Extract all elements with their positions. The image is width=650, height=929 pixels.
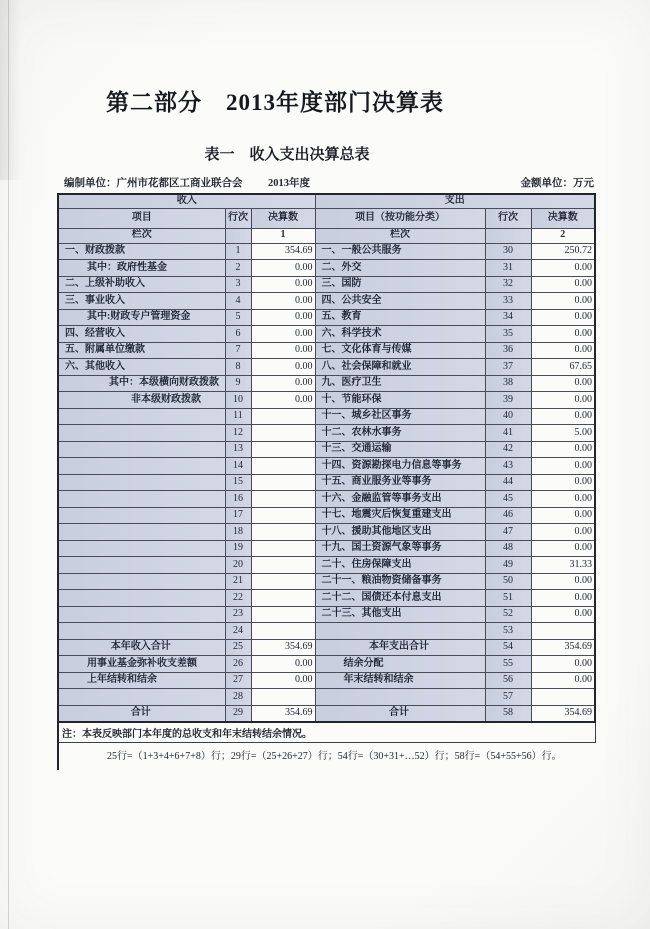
expense-line-no: 50 [485,573,531,590]
expense-line-no: 49 [485,557,531,574]
income-amount: 0.00 [251,656,315,673]
income-amount [251,606,315,623]
income-line-no: 29 [225,705,251,722]
income-item-label [58,606,225,623]
income-line-no: 3 [225,276,251,293]
table-row [58,441,595,458]
expense-line-no: 38 [485,375,531,392]
table-row [58,491,595,508]
expense-amount: 0.00 [531,590,595,607]
table-row [58,507,595,524]
meta-row [57,175,594,191]
income-line-no: 13 [225,441,251,458]
expense-index-spacer [485,228,531,243]
expense-item-label: 五、教育 [315,309,485,326]
table-row [58,656,595,673]
table-row [58,260,595,277]
income-line-no: 19 [225,540,251,557]
expense-amount: 0.00 [531,507,595,524]
table-row [58,639,595,656]
table-body [58,243,595,722]
income-column-index-label: 栏次 [58,228,225,243]
income-item-label: 五、附属单位缴款 [58,342,225,359]
expense-item-label: 十四、资源勘探电力信息等事务 [315,458,485,475]
expense-item-label [315,623,485,640]
expense-amount: 0.00 [531,276,595,293]
income-amount: 0.00 [251,342,315,359]
expense-amount: 67.65 [531,359,595,376]
table-row [58,524,595,541]
table-row [58,408,595,425]
expense-item-label: 二、外交 [315,260,485,277]
expense-line-no: 45 [485,491,531,508]
expense-amount: 0.00 [531,293,595,310]
expense-amount: 0.00 [531,606,595,623]
expense-line-no: 39 [485,392,531,409]
expense-line-no: 47 [485,524,531,541]
income-item-label [58,540,225,557]
income-item-label: 合计 [58,705,225,722]
expense-line-no: 57 [485,689,531,706]
income-item-label [58,408,225,425]
expense-line-no: 34 [485,309,531,326]
column-index-row [58,228,595,243]
income-item-label: 四、经营收入 [58,326,225,343]
income-amount [251,474,315,491]
income-line-no: 10 [225,392,251,409]
income-amount [251,524,315,541]
income-amount: 0.00 [251,309,315,326]
expense-item-label: 十八、援助其他地区支出 [315,524,485,541]
income-item-label [58,590,225,607]
income-column-index: 1 [251,228,315,243]
income-line-no: 12 [225,425,251,442]
table-row [58,623,595,640]
scan-edge-line [8,0,9,929]
expense-item-label: 二十三、其他支出 [315,606,485,623]
income-amount [251,425,315,442]
income-item-label: 用事业基金弥补收支差额 [58,656,225,673]
expense-amount: 31.33 [531,557,595,574]
table-row [58,375,595,392]
expense-line-no: 42 [485,441,531,458]
expense-line-no: 48 [485,540,531,557]
expense-amount: 0.00 [531,458,595,475]
expense-line-no: 53 [485,623,531,640]
expense-item-label: 四、公共安全 [315,293,485,310]
expense-line-no: 40 [485,408,531,425]
expense-item-label: 年末结转和结余 [315,672,485,689]
expense-item-label [315,689,485,706]
income-line-no: 23 [225,606,251,623]
expense-amount: 0.00 [531,326,595,343]
income-item-label [58,573,225,590]
expense-line-no: 33 [485,293,531,310]
note-formulas: 25行=（1+3+4+6+7+8）行；29行=（25+26+27）行；54行=（30+31+…52）行；58行=（54+55+56）行。 [107,751,562,762]
expense-amount: 0.00 [531,441,595,458]
expense-item-label: 十五、商业服务业等事务 [315,474,485,491]
income-line-no: 9 [225,375,251,392]
expense-item-label: 本年支出合计 [315,639,485,656]
expense-amount: 250.72 [531,243,595,260]
expense-amount: 0.00 [531,309,595,326]
income-amount: 0.00 [251,375,315,392]
income-line-no: 14 [225,458,251,475]
expense-item-label: 结余分配 [315,656,485,673]
table-row [58,540,595,557]
expense-amount: 0.00 [531,342,595,359]
income-line-no: 26 [225,656,251,673]
expense-line-no: 56 [485,672,531,689]
expense-amount: 0.00 [531,392,595,409]
notes-section [57,723,596,770]
income-item-column-header: 项目 [58,208,225,228]
income-amount-column-header: 决算数 [251,208,315,228]
expense-item-label: 十七、地震灾后恢复重建支出 [315,507,485,524]
table-row [58,243,595,260]
expense-line-no: 41 [485,425,531,442]
expense-amount: 0.00 [531,524,595,541]
part-title: 第二部分 2013年度部门决算表 [106,90,444,115]
income-item-label [58,441,225,458]
income-item-label: 上年结转和结余 [58,672,225,689]
income-item-label: 其中：政府性基金 [58,260,225,277]
expense-item-label: 八、社会保障和就业 [315,359,485,376]
income-amount [251,441,315,458]
expense-line-no: 37 [485,359,531,376]
table-row [58,672,595,689]
income-item-label: 其中：本级横向财政拨款 [58,375,225,392]
expense-item-label: 二十一、粮油物资储备事务 [315,573,485,590]
expense-amount: 0.00 [531,260,595,277]
income-line-no: 28 [225,689,251,706]
income-item-label [58,557,225,574]
income-line-no-column-header: 行次 [225,208,251,228]
income-item-label [58,623,225,640]
income-amount [251,689,315,706]
expense-line-no: 30 [485,243,531,260]
expense-amount: 0.00 [531,474,595,491]
income-item-label: 六、其他收入 [58,359,225,376]
expense-amount: 0.00 [531,491,595,508]
expense-line-no: 44 [485,474,531,491]
scan-edge-artifact [0,0,22,180]
income-amount: 0.00 [251,276,315,293]
expense-amount: 354.69 [531,705,595,722]
income-expense-summary-table [57,193,596,723]
expense-line-no: 55 [485,656,531,673]
table-row [58,342,595,359]
expense-item-label: 三、国防 [315,276,485,293]
income-amount: 0.00 [251,392,315,409]
expense-amount: 354.69 [531,639,595,656]
expense-amount: 5.00 [531,425,595,442]
fiscal-year: 2013年度 [268,178,310,189]
income-line-no: 6 [225,326,251,343]
expense-column-index-label: 栏次 [315,228,485,243]
income-item-label [58,425,225,442]
table-row [58,326,595,343]
income-line-no: 4 [225,293,251,310]
income-section-header: 收入 [58,194,315,208]
expense-line-no: 54 [485,639,531,656]
income-item-label [58,507,225,524]
income-amount: 354.69 [251,705,315,722]
income-line-no: 17 [225,507,251,524]
income-item-label: 二、上级补助收入 [58,276,225,293]
income-item-label [58,524,225,541]
table-row [58,359,595,376]
table-title: 表一 收入支出决算总表 [204,147,370,163]
expense-amount: 0.00 [531,408,595,425]
column-header-row [58,208,595,228]
expense-line-no: 51 [485,590,531,607]
expense-section-header: 支出 [315,194,595,208]
income-line-no: 5 [225,309,251,326]
table-row [58,590,595,607]
income-amount [251,623,315,640]
income-amount: 0.00 [251,672,315,689]
expense-item-label: 二十、住房保障支出 [315,557,485,574]
expense-line-no: 31 [485,260,531,277]
income-amount: 354.69 [251,639,315,656]
income-line-no: 25 [225,639,251,656]
expense-line-no: 32 [485,276,531,293]
table-row [58,425,595,442]
expense-line-no: 58 [485,705,531,722]
table-row [58,606,595,623]
income-line-no: 16 [225,491,251,508]
expense-line-no: 35 [485,326,531,343]
expense-line-no: 36 [485,342,531,359]
expense-item-label: 十一、城乡社区事务 [315,408,485,425]
income-line-no: 27 [225,672,251,689]
expense-item-label: 十二、农林水事务 [315,425,485,442]
income-amount [251,540,315,557]
income-amount [251,590,315,607]
income-amount [251,557,315,574]
income-line-no: 1 [225,243,251,260]
prepared-by-unit: 编制单位：广州市花都区工商业联合会 [64,178,243,189]
section-header-row [58,194,595,208]
expense-item-label: 合计 [315,705,485,722]
expense-amount [531,689,595,706]
expense-item-label: 二十二、国债还本付息支出 [315,590,485,607]
expense-amount: 0.00 [531,375,595,392]
income-amount: 0.00 [251,326,315,343]
income-amount: 0.00 [251,260,315,277]
income-line-no: 24 [225,623,251,640]
expense-column-index: 2 [531,228,595,243]
income-line-no: 11 [225,408,251,425]
expense-amount: 0.00 [531,573,595,590]
table-row [58,557,595,574]
income-line-no: 2 [225,260,251,277]
expense-item-label: 十九、国土资源气象等事务 [315,540,485,557]
amount-unit: 金额单位：万元 [520,178,594,189]
expense-line-no-column-header: 行次 [485,208,531,228]
expense-item-label: 九、医疗卫生 [315,375,485,392]
income-item-label [58,474,225,491]
income-line-no: 18 [225,524,251,541]
table-row [58,392,595,409]
expense-amount [531,623,595,640]
income-amount [251,458,315,475]
income-amount: 354.69 [251,243,315,260]
table-row [58,458,595,475]
expense-amount-column-header: 决算数 [531,208,595,228]
income-item-label: 一、财政拨款 [58,243,225,260]
expense-item-column-header: 项目（按功能分类） [315,208,485,228]
income-line-no: 15 [225,474,251,491]
expense-item-label: 十六、金融监管等事务支出 [315,491,485,508]
income-item-label: 本年收入合计 [58,639,225,656]
expense-line-no: 52 [485,606,531,623]
income-amount [251,573,315,590]
expense-item-label: 十、节能环保 [315,392,485,409]
table-row [58,276,595,293]
income-item-label [58,491,225,508]
expense-amount: 0.00 [531,656,595,673]
expense-item-label: 一、一般公共服务 [315,243,485,260]
expense-item-label: 六、科学技术 [315,326,485,343]
income-item-label: 非本级财政拨款 [58,392,225,409]
income-index-spacer [225,228,251,243]
income-item-label [58,689,225,706]
note-description: 注：本表反映部门本年度的总收支和年末结转结余情况。 [59,723,596,743]
table-row [58,573,595,590]
income-amount: 0.00 [251,293,315,310]
income-amount [251,507,315,524]
expense-amount: 0.00 [531,540,595,557]
income-amount [251,408,315,425]
income-line-no: 7 [225,342,251,359]
income-line-no: 21 [225,573,251,590]
income-line-no: 20 [225,557,251,574]
expense-item-label: 七、文化体育与传媒 [315,342,485,359]
income-amount: 0.00 [251,359,315,376]
table-row [58,474,595,491]
table-row [58,689,595,706]
income-amount [251,491,315,508]
income-item-label: 其中:财政专户管理资金 [58,309,225,326]
expense-line-no: 46 [485,507,531,524]
income-item-label: 三、事业收入 [58,293,225,310]
table-row [58,309,595,326]
income-line-no: 8 [225,359,251,376]
expense-item-label: 十三、交通运输 [315,441,485,458]
income-line-no: 22 [225,590,251,607]
table-row [58,705,595,722]
table-row [58,293,595,310]
expense-line-no: 43 [485,458,531,475]
income-item-label [58,458,225,475]
expense-amount: 0.00 [531,672,595,689]
